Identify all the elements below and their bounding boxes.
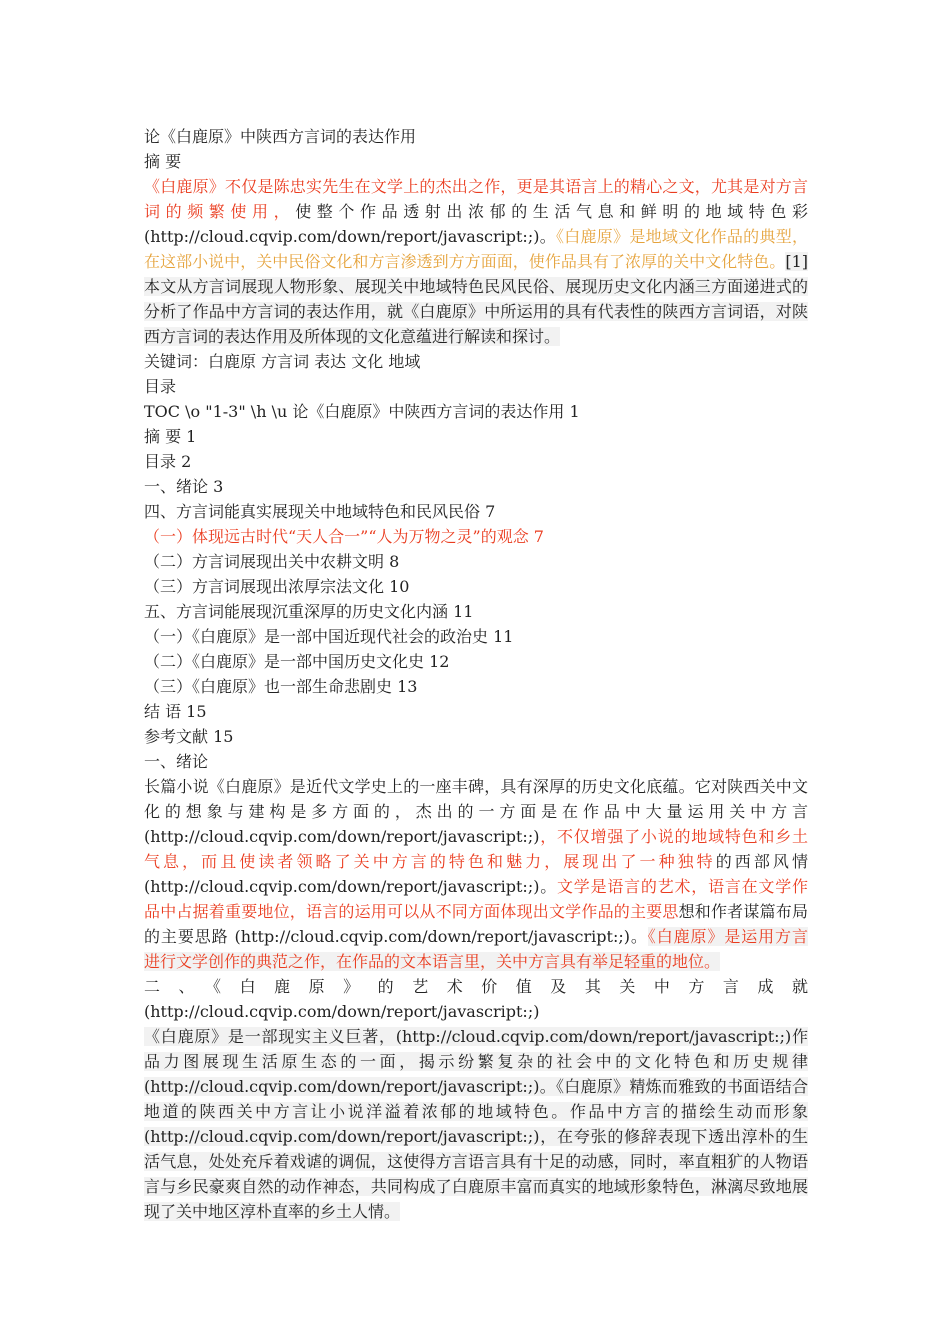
section1-text-3: 想和作者谋篇布局的主要思路 (http://cloud.cqvip.com/down/report/javascript:;)。 xyxy=(144,902,808,946)
toc-entry[interactable]: 一、绪论 3 xyxy=(144,477,224,496)
toc-entry[interactable]: （二）方言词展现出关中农耕文明 8 xyxy=(144,552,400,571)
section1-heading: 一、绪论 xyxy=(144,752,209,771)
section1-red-text-3: 《白鹿原》是运用方言进行文学创作的典范之作，在作品的文本语言里，关中方言具有举足轻重的地位。 xyxy=(144,927,808,971)
toc-entry[interactable]: 摘 要 1 xyxy=(144,427,197,446)
abstract-text-2: [1]本文从方言词展现人物形象、展现关中地域特色民风民俗、展现历史文化内涵三方面递进式的分析了作品中方言词的表达作用，就《白鹿原》中所运用的具有代表性的陕西方言词语，对陕西方言词的表达作用及所体现的文化意蕴进行解读和探讨。 xyxy=(144,252,808,346)
toc-entry[interactable]: （一）《白鹿原》是一部中国近现代社会的政治史 11 xyxy=(144,627,514,646)
section1-text-1: 长篇小说《白鹿原》是近代文学史上的一座丰碑，具有深厚的历史文化底蕴。它对陕西关中文化的想象与建构是多方面的，杰出的一方面是在作品中大量运用关中方言 (http://cloud.cqvip.com/down/report/javascript:;) xyxy=(144,777,808,846)
toc-entry[interactable]: （一）体现远古时代“天人合一”“人为万物之灵”的观念 7 xyxy=(144,527,544,546)
section2-paragraph xyxy=(144,1024,808,1224)
toc-entry[interactable]: （三）方言词展现出浓厚宗法文化 10 xyxy=(144,577,410,596)
section1-red-text-1: ，不仅增强了小说的地域特色和乡土气息，而且使读者领略了关中方言的特色和魅力，展现出了一种独特 xyxy=(144,827,808,871)
abstract-orange-text: 《白鹿原》是地域文化作品的典型，在这部小说中，关中民俗文化和方言渗透到方方面面，使作品具有了浓厚的关中文化特色。 xyxy=(144,227,808,271)
table-of-contents xyxy=(144,399,808,749)
document-page xyxy=(144,124,808,1224)
section1-paragraph xyxy=(144,774,808,974)
section1-text-2: 的西部风情 (http://cloud.cqvip.com/down/report/javascript:;)。 xyxy=(144,852,808,896)
toc-entry[interactable]: （三）《白鹿原》也一部生命悲剧史 13 xyxy=(144,677,418,696)
section2-heading: 二、《白鹿原》的艺术价值及其关中方言成就 (http://cloud.cqvip.com/down/report/javascript:;) xyxy=(144,977,808,1021)
toc-entry[interactable]: （二）《白鹿原》是一部中国历史文化史 12 xyxy=(144,652,450,671)
toc-entry[interactable]: 五、方言词能展现沉重深厚的历史文化内涵 11 xyxy=(144,602,474,621)
keywords: 关键词：白鹿原 方言词 表达 文化 地域 xyxy=(144,352,421,371)
abstract-text-1: 使整个作品透射出浓郁的生活气息和鲜明的地域特色彩 (http://cloud.cqvip.com/down/report/javascript:;)。 xyxy=(144,202,808,246)
document-title: 论《白鹿原》中陕西方言词的表达作用 xyxy=(144,127,417,146)
abstract-paragraph xyxy=(144,174,808,349)
toc-entry[interactable]: 四、方言词能真实展现关中地域特色和民风民俗 7 xyxy=(144,502,496,521)
section1-red-text-2: 文学是语言的艺术，语言在文学作品中占据着重要地位，语言的运用可以从不同方面体现出文学作品的主要思 xyxy=(144,877,808,921)
toc-entry[interactable]: TOC \o "1-3" \h \u 论《白鹿原》中陕西方言词的表达作用 1 xyxy=(144,402,580,421)
toc-entry[interactable]: 结 语 15 xyxy=(144,702,207,721)
toc-entry[interactable]: 目录 2 xyxy=(144,452,192,471)
section2-text: 《白鹿原》是一部现实主义巨著，(http://cloud.cqvip.com/down/report/javascript:;)作品力图展现生活原生态的一面，揭示纷繁复杂的社会中的文化特色和历史规律 (http://cloud.cqvip.com/down/report/javascript:;)。《白鹿原》精炼而雅致的书面语结合地道的陕西关中方言让小说洋溢着浓郁的地域特色。作品中方言的描绘生动而形象 (http://cloud.cqvip.com/down/report/javascript:;)，在夸张的修辞表现下透出淳朴的生活气息，处处充斥着戏谑的调侃，这使得方言语言具有十足的动感，同时，率直粗犷的人物语言与乡民豪爽自然的动作神态，共同构成了白鹿原丰富而真实的地域形象特色，淋漓尽致地展现了关中地区淳朴直率的乡土人情。 xyxy=(144,1027,808,1221)
abstract-heading: 摘 要 xyxy=(144,152,182,171)
toc-entry[interactable]: 参考文献 15 xyxy=(144,727,234,746)
abstract-red-text: 《白鹿原》不仅是陈忠实先生在文学上的杰出之作，更是其语言上的精心之文，尤其是对方言词的频繁使用， xyxy=(144,177,808,221)
toc-heading: 目录 xyxy=(144,377,177,396)
